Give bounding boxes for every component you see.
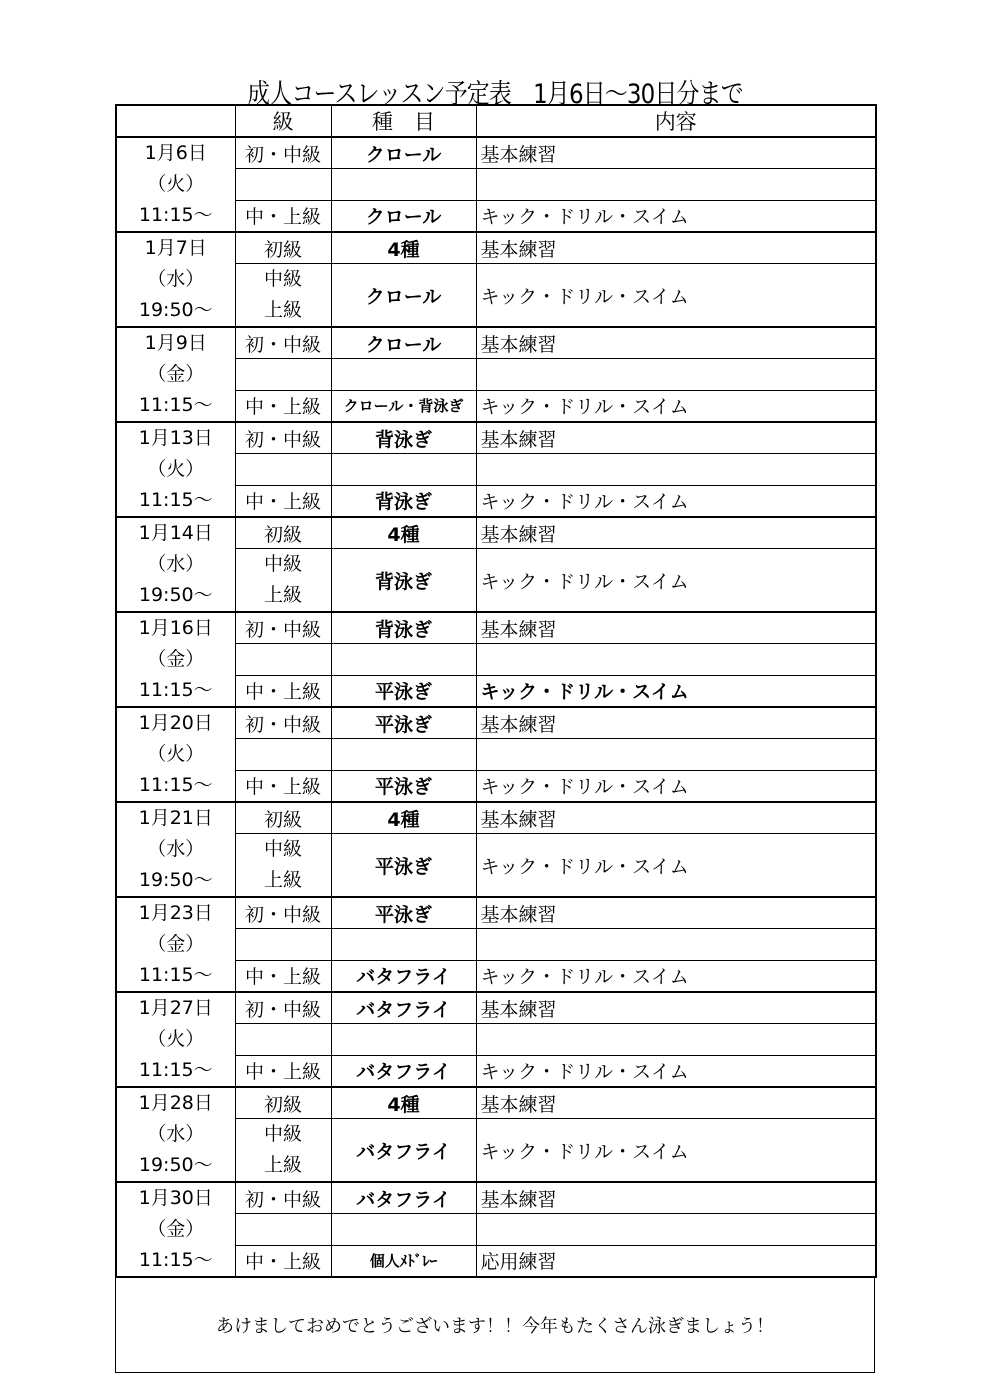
table-row [116, 327, 876, 359]
content-cell: キック・ドリル・スイム [476, 960, 876, 992]
level-b: 上級 [263, 299, 302, 321]
event-cell [331, 454, 476, 485]
level-cell: 中・上級 [235, 770, 331, 802]
event-cell: バタフライ [331, 1055, 476, 1087]
session-date-cell [116, 232, 235, 327]
session-date-cell [116, 327, 235, 422]
session-time: 19:50～ [138, 869, 213, 891]
schedule-table [115, 104, 877, 1278]
level-b: 上級 [263, 869, 302, 891]
session-time: 11:15～ [138, 204, 213, 226]
content-cell: キック・ドリル・スイム [476, 1119, 876, 1183]
level-cell: 中・上級 [235, 1055, 331, 1087]
content-cell: キック・ドリル・スイム [476, 390, 876, 422]
event-cell: 4種 [331, 802, 476, 834]
schedule-sheet [115, 104, 875, 1373]
level-cell: 中・上級 [235, 675, 331, 707]
content-cell: キック・ドリル・スイム [476, 549, 876, 613]
event-cell: 背泳ぎ [331, 612, 476, 644]
content-cell [476, 454, 876, 485]
session-date-cell [116, 612, 235, 707]
content-cell: 基本練習 [476, 232, 876, 264]
table-row [116, 422, 876, 454]
footer-message: あけましておめでとうございます！！今年もたくさん泳ぎましょう！ [216, 1316, 774, 1337]
level-cell [235, 644, 331, 675]
session-time: 19:50～ [138, 584, 213, 606]
level-cell: 初・中級 [235, 897, 331, 929]
session-date-cell [116, 1182, 235, 1277]
session-date: 1月9日 [144, 332, 207, 354]
content-cell [476, 359, 876, 390]
level-cell [235, 1119, 331, 1183]
level-cell [235, 264, 331, 328]
event-cell: 平泳ぎ [331, 707, 476, 739]
session-day: （水） [147, 1123, 205, 1145]
level-a: 中級 [263, 838, 302, 860]
session-day: （水） [147, 268, 205, 290]
session-date-cell [116, 137, 235, 232]
content-cell: 基本練習 [476, 1087, 876, 1119]
level-cell [235, 169, 331, 200]
content-cell: 基本練習 [476, 422, 876, 454]
event-cell: 4種 [331, 517, 476, 549]
content-cell: キック・ドリル・スイム [476, 485, 876, 517]
session-date-cell [116, 422, 235, 517]
session-day: （火） [147, 173, 205, 195]
event-cell [331, 929, 476, 960]
event-cell: 平泳ぎ [331, 770, 476, 802]
event-cell: クロール [331, 200, 476, 232]
event-cell [331, 1214, 476, 1245]
session-time: 11:15～ [138, 964, 213, 986]
session-date-cell [116, 517, 235, 612]
session-time: 19:50～ [138, 1154, 213, 1176]
session-day: （金） [147, 933, 205, 955]
session-date: 1月27日 [138, 997, 213, 1019]
header-row [116, 105, 876, 137]
level-cell: 中・上級 [235, 960, 331, 992]
table-row [116, 1087, 876, 1119]
level-cell [235, 739, 331, 770]
table-row [116, 802, 876, 834]
content-cell: 基本練習 [476, 897, 876, 929]
level-cell: 中・上級 [235, 390, 331, 422]
event-cell: バタフライ [331, 1119, 476, 1183]
content-cell: キック・ドリル・スイム [476, 675, 876, 707]
level-cell: 初級 [235, 1087, 331, 1119]
session-date: 1月28日 [138, 1092, 213, 1114]
table-row [116, 232, 876, 264]
event-cell [331, 644, 476, 675]
session-date-cell [116, 992, 235, 1087]
table-row [116, 707, 876, 739]
session-time: 11:15～ [138, 1249, 213, 1271]
level-cell: 初・中級 [235, 1182, 331, 1214]
content-cell: 基本練習 [476, 137, 876, 169]
session-date-cell [116, 1087, 235, 1182]
event-cell [331, 169, 476, 200]
event-cell: クロール [331, 137, 476, 169]
event-cell: 4種 [331, 1087, 476, 1119]
level-a: 中級 [263, 553, 302, 575]
table-row [116, 897, 876, 929]
session-date: 1月7日 [144, 237, 207, 259]
header-content: 内容 [476, 105, 876, 137]
session-time: 11:15～ [138, 1059, 213, 1081]
event-cell: 平泳ぎ [331, 834, 476, 898]
event-cell: 個人ﾒﾄﾞﾚｰ [331, 1245, 476, 1277]
level-cell: 初級 [235, 802, 331, 834]
session-time: 19:50～ [138, 299, 213, 321]
event-cell [331, 1024, 476, 1055]
content-cell [476, 1214, 876, 1245]
event-cell [331, 359, 476, 390]
event-cell: クロール [331, 264, 476, 328]
level-cell: 初・中級 [235, 992, 331, 1024]
content-cell: 基本練習 [476, 612, 876, 644]
event-cell: バタフライ [331, 960, 476, 992]
content-cell: キック・ドリル・スイム [476, 1055, 876, 1087]
content-cell: 基本練習 [476, 327, 876, 359]
session-date: 1月20日 [138, 712, 213, 734]
session-day: （水） [147, 838, 205, 860]
content-cell [476, 929, 876, 960]
level-a: 中級 [263, 268, 302, 290]
content-cell: キック・ドリル・スイム [476, 834, 876, 898]
content-cell: 基本練習 [476, 992, 876, 1024]
table-row [116, 137, 876, 169]
table-row [116, 612, 876, 644]
session-date: 1月23日 [138, 902, 213, 924]
content-cell: 基本練習 [476, 707, 876, 739]
event-cell [331, 739, 476, 770]
level-a: 中級 [263, 1123, 302, 1145]
event-cell: バタフライ [331, 1182, 476, 1214]
content-cell: キック・ドリル・スイム [476, 770, 876, 802]
event-cell: 平泳ぎ [331, 897, 476, 929]
level-cell: 中・上級 [235, 1245, 331, 1277]
session-date: 1月30日 [138, 1187, 213, 1209]
event-cell: バタフライ [331, 992, 476, 1024]
level-cell: 初級 [235, 232, 331, 264]
level-b: 上級 [263, 584, 302, 606]
level-cell [235, 359, 331, 390]
content-cell: 基本練習 [476, 1182, 876, 1214]
session-day: （水） [147, 553, 205, 575]
level-cell [235, 834, 331, 898]
level-b: 上級 [263, 1154, 302, 1176]
session-date: 1月6日 [144, 142, 207, 164]
session-day: （火） [147, 458, 205, 480]
session-date-cell [116, 802, 235, 897]
level-cell [235, 1214, 331, 1245]
session-day: （金） [147, 648, 205, 670]
level-cell [235, 549, 331, 613]
session-date: 1月13日 [138, 427, 213, 449]
session-day: （火） [147, 743, 205, 765]
event-cell: クロール・背泳ぎ [331, 390, 476, 422]
event-cell: 4種 [331, 232, 476, 264]
level-cell: 初・中級 [235, 612, 331, 644]
session-time: 11:15～ [138, 394, 213, 416]
content-cell [476, 169, 876, 200]
table-row [116, 1182, 876, 1214]
header-event: 種 目 [331, 105, 476, 137]
level-cell: 初級 [235, 517, 331, 549]
event-cell: 背泳ぎ [331, 422, 476, 454]
session-time: 11:15～ [138, 489, 213, 511]
level-cell: 中・上級 [235, 485, 331, 517]
content-cell: キック・ドリル・スイム [476, 200, 876, 232]
footer-message-box [115, 1278, 875, 1373]
content-cell: キック・ドリル・スイム [476, 264, 876, 328]
session-time: 11:15～ [138, 679, 213, 701]
session-day: （火） [147, 1028, 205, 1050]
content-cell [476, 644, 876, 675]
level-cell: 中・上級 [235, 200, 331, 232]
event-cell: 背泳ぎ [331, 485, 476, 517]
session-date-cell [116, 897, 235, 992]
table-row [116, 992, 876, 1024]
session-date: 1月16日 [138, 617, 213, 639]
level-cell: 初・中級 [235, 707, 331, 739]
event-cell: 平泳ぎ [331, 675, 476, 707]
event-cell: 背泳ぎ [331, 549, 476, 613]
session-day: （金） [147, 363, 205, 385]
session-date: 1月14日 [138, 522, 213, 544]
page-title: 成人コースレッスン予定表 1月6日～30日分まで [247, 79, 743, 110]
content-cell: 基本練習 [476, 802, 876, 834]
content-cell: 応用練習 [476, 1245, 876, 1277]
level-cell [235, 929, 331, 960]
content-cell [476, 1024, 876, 1055]
event-cell: クロール [331, 327, 476, 359]
level-cell: 初・中級 [235, 327, 331, 359]
content-cell: 基本練習 [476, 517, 876, 549]
content-cell [476, 739, 876, 770]
header-level: 級 [235, 105, 331, 137]
level-cell: 初・中級 [235, 137, 331, 169]
session-day: （金） [147, 1218, 205, 1240]
session-time: 11:15～ [138, 774, 213, 796]
session-date: 1月21日 [138, 807, 213, 829]
table-row [116, 517, 876, 549]
session-date-cell [116, 707, 235, 802]
level-cell: 初・中級 [235, 422, 331, 454]
level-cell [235, 1024, 331, 1055]
header-date [116, 105, 235, 137]
level-cell [235, 454, 331, 485]
